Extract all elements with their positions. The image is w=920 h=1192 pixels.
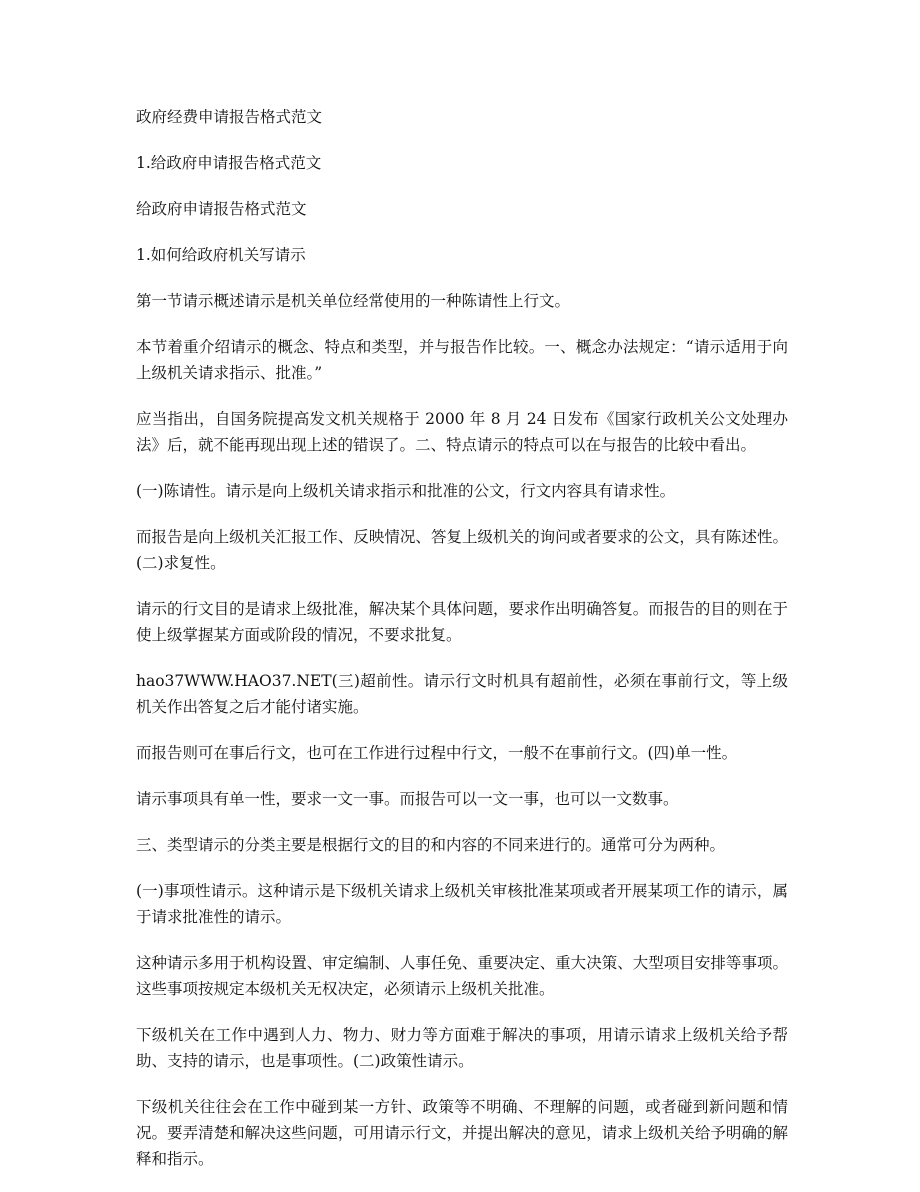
document-body — [136, 104, 788, 1192]
paragraph: (一)陈请性。请示是向上级机关请求指示和批准的公文，行文内容具有请求性。 — [136, 482, 676, 500]
paragraph: 请示的行文目的是请求上级批准，解决某个具体问题，要求作出明确答复。而报告的目的则在于使上级掌握某方面或阶段的情况，不要求批复。 — [136, 600, 788, 644]
paragraph: 而报告是向上级机关汇报工作、反映情况、答复上级机关的询问或者要求的公文，具有陈述性。(二)求复性。 — [136, 528, 788, 572]
paragraph: 而报告则可在事后行文，也可在工作进行过程中行文，一般不在事前行文。(四)单一性。 — [136, 744, 738, 762]
paragraph: 三、类型请示的分类主要是根据行文的目的和内容的不同来进行的。通常可分为两种。 — [136, 836, 726, 854]
paragraph: 请示事项具有单一性，要求一文一事。而报告可以一文一事，也可以一文数事。 — [136, 790, 679, 808]
subtitle: 给政府申请报告格式范文 — [136, 200, 307, 218]
section-heading: 1.给政府申请报告格式范文 — [136, 154, 322, 172]
section-heading: 1.如何给政府机关写请示 — [136, 246, 306, 264]
paragraph: 下级机关在工作中遇到人力、物力、财力等方面难于解决的事项，用请示请求上级机关给予帮助、支持的请示，也是事项性。(二)政策性请示。 — [136, 1026, 788, 1070]
paragraph: 第一节请示概述请示是机关单位经常使用的一种陈请性上行文。 — [136, 292, 571, 310]
paragraph: (一)事项性请示。这种请示是下级机关请求上级机关审核批准某项或者开展某项工作的请示，属于请求批准性的请示。 — [136, 882, 788, 926]
paragraph: hao37WWW.HAO37.NET(三)超前性。请示行文时机具有超前性，必须在事前行文，等上级机关作出答复之后才能付诸实施。 — [136, 672, 788, 716]
paragraph: 本节着重介绍请示的概念、特点和类型，并与报告作比较。一、概念办法规定：“请示适用于向上级机关请求指示、批准。” — [136, 338, 788, 382]
document-title: 政府经费申请报告格式范文 — [136, 108, 323, 126]
paragraph: 这种请示多用于机构设置、审定编制、人事任免、重要决定、重大决策、大型项目安排等事项。这些事项按规定本级机关无权决定，必须请示上级机关批准。 — [136, 954, 788, 998]
paragraph: 应当指出，自国务院提高发文机关规格于 2000 年 8 月 24 日发布《国家行政机关公文处理办法》后，就不能再现出现上述的错误了。二、特点请示的特点可以在与报告的比较中看出。 — [136, 410, 788, 454]
paragraph: 下级机关往往会在工作中碰到某一方针、政策等不明确、不理解的问题，或者碰到新问题和情况。要弄清楚和解决这些问题，可用请示行文，并提出解决的意见，请求上级机关给予明确的解释和指示。 — [136, 1098, 788, 1168]
